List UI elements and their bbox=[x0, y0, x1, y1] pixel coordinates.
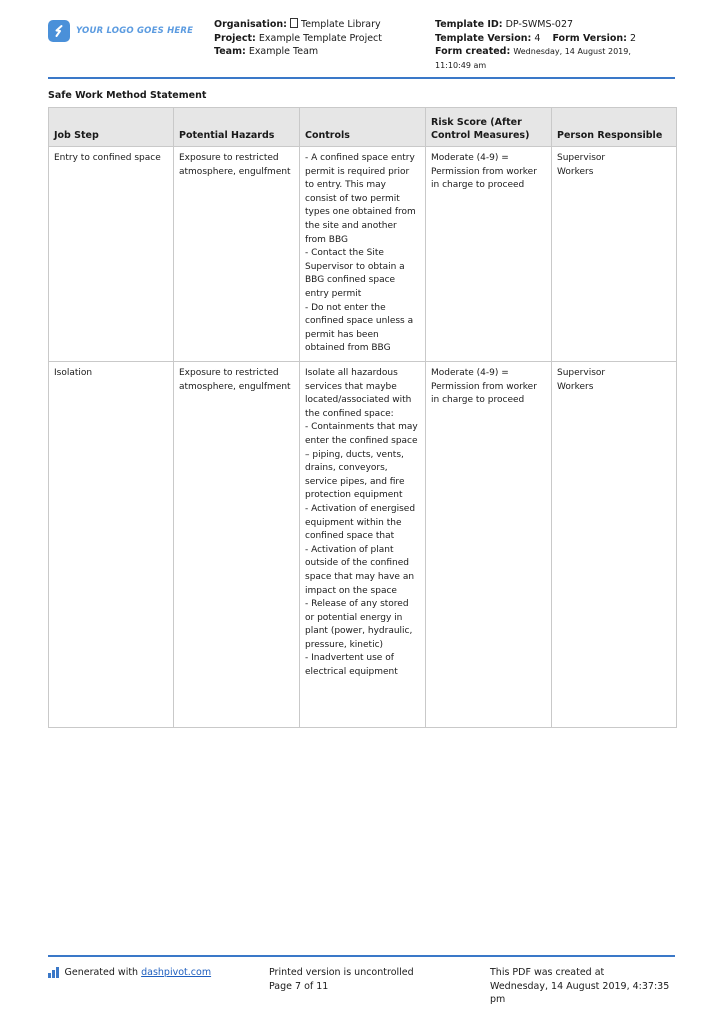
form-version-label: Form Version: bbox=[552, 32, 627, 44]
page-number: Page 7 of 11 bbox=[269, 980, 329, 992]
table-row bbox=[49, 362, 677, 728]
form-created-value: Wednesday, 14 August 2019, bbox=[513, 47, 631, 56]
table-header-row bbox=[49, 108, 677, 147]
team-label: Team: bbox=[214, 46, 246, 57]
pdf-created-timestamp: Wednesday, 14 August 2019, 4:37:35 pm bbox=[490, 980, 670, 1005]
column-header-person-responsible: Person Responsible bbox=[552, 108, 677, 147]
generated-with bbox=[48, 966, 211, 980]
project-value: Example Template Project bbox=[258, 32, 382, 44]
column-header-job-step: Job Step bbox=[49, 108, 174, 147]
pdf-created-info bbox=[490, 966, 680, 1007]
logo bbox=[48, 18, 198, 44]
form-created-label: Form created: bbox=[435, 46, 511, 57]
template-id-value: DP-SWMS-027 bbox=[505, 19, 574, 30]
cell-controls: - A confined space entry permit is required prior to entry. This may consist of two permit types one obtained from the site and another from BBG - Contact the Site Supervisor to obtain a BBG confined space entry permit - Do not enter the confined space unless a permit has been obtained from BBG bbox=[300, 147, 426, 362]
page-header bbox=[48, 16, 675, 78]
project-label: Project: bbox=[214, 32, 256, 44]
template-version-label: Template Version: bbox=[435, 32, 532, 44]
template-info bbox=[435, 18, 680, 72]
cell-risk-score: Moderate (4-9) = Permission from worker in charge to proceed bbox=[426, 147, 552, 362]
cell-person-responsible: Supervisor Workers bbox=[552, 147, 677, 362]
cell-job-step: Isolation bbox=[49, 362, 174, 728]
organisation-icon bbox=[290, 18, 298, 28]
cell-person-responsible: Supervisor Workers bbox=[552, 362, 677, 728]
cell-job-step: Entry to confined space bbox=[49, 147, 174, 362]
template-id-label: Template ID: bbox=[435, 19, 503, 30]
uncontrolled-notice: Printed version is uncontrolled bbox=[269, 967, 414, 978]
header-divider bbox=[48, 77, 675, 79]
organisation-label: Organisation: bbox=[214, 19, 287, 30]
organisation-value: Template Library bbox=[301, 19, 381, 30]
form-created-time: 11:10:49 am bbox=[435, 60, 487, 70]
cell-potential-hazards: Exposure to restricted atmosphere, engulfment bbox=[174, 362, 300, 728]
cell-potential-hazards: Exposure to restricted atmosphere, engulfment bbox=[174, 147, 300, 362]
organisation-info bbox=[214, 18, 382, 59]
cell-risk-score: Moderate (4-9) = Permission from worker in charge to proceed bbox=[426, 362, 552, 728]
logo-mark-icon bbox=[48, 20, 70, 42]
footer-divider bbox=[48, 955, 675, 957]
generated-with-label: Generated with bbox=[64, 967, 139, 978]
table-row bbox=[49, 147, 677, 362]
column-header-controls: Controls bbox=[300, 108, 426, 147]
column-header-potential-hazards: Potential Hazards bbox=[174, 108, 300, 147]
column-header-risk-score: Risk Score (After Control Measures) bbox=[426, 108, 552, 147]
section-title: Safe Work Method Statement bbox=[48, 90, 207, 101]
team-value: Example Team bbox=[248, 46, 319, 57]
swms-table bbox=[48, 107, 677, 728]
pdf-created-label: This PDF was created at bbox=[490, 967, 605, 978]
dashpivot-bars-icon bbox=[48, 967, 59, 978]
dashpivot-link[interactable]: dashpivot.com bbox=[141, 967, 212, 978]
print-info bbox=[269, 966, 414, 993]
form-version-value: 2 bbox=[629, 32, 637, 44]
cell-controls: Isolate all hazardous services that maybe located/associated with the confined space: - Containments that may enter the confined space – piping, ducts, vents, drains, conveyors, service pipes, and fire protection equipment - Activation of energised equipment within the confined space that - Activation of plant outside of the confined space that may have an impact on the space - Release of any stored or potential energy in plant (power, hydraulic, pressure, kinetic) - Inadvertent use of electrical equipment bbox=[300, 362, 426, 728]
logo-text: YOUR LOGO GOES HERE bbox=[76, 26, 194, 36]
template-version-value: 4 bbox=[534, 32, 541, 44]
